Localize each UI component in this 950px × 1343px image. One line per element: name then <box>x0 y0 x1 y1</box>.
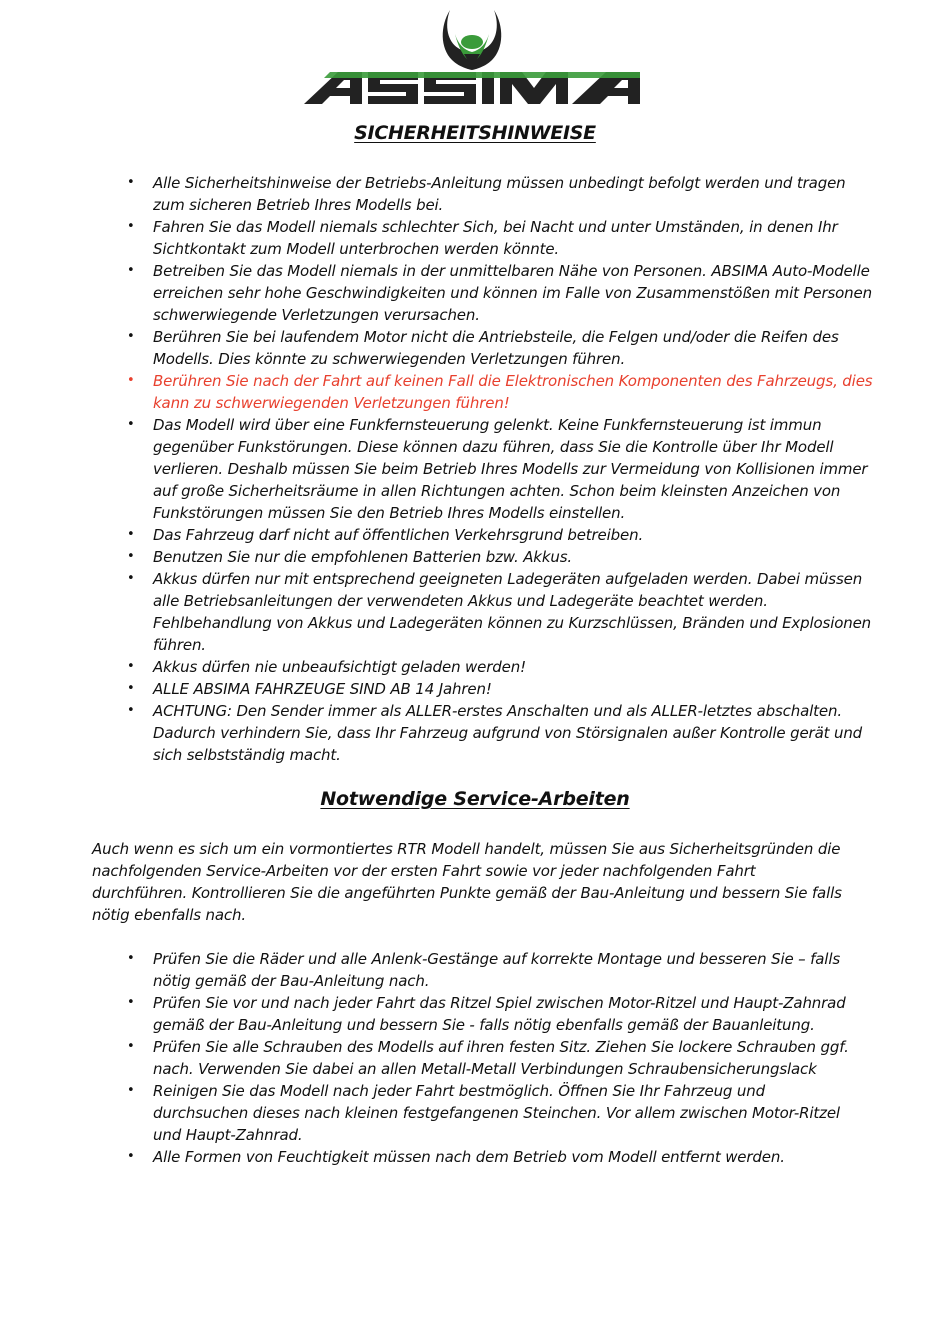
list-item <box>127 546 873 568</box>
safety-heading: SICHERHEITSHINWEISE <box>354 122 596 144</box>
bullet-icon: • <box>127 219 135 234</box>
bullet-icon: • <box>127 263 135 278</box>
bullet-icon: • <box>127 527 135 542</box>
bullet-icon: • <box>127 1039 135 1054</box>
list-item <box>127 948 853 992</box>
bullet-icon: • <box>127 1083 135 1098</box>
list-item <box>127 1036 853 1080</box>
bullet-icon: • <box>127 417 135 432</box>
bullet-icon: • <box>127 571 135 586</box>
bullet-icon: • <box>127 1149 135 1164</box>
logo-creature-icon <box>443 10 502 70</box>
list-item-text: Benutzen Sie nur die empfohlenen Batterien bzw. Akkus. <box>153 548 573 566</box>
bullet-icon: • <box>127 951 135 966</box>
bullet-icon: • <box>127 681 135 696</box>
bullet-icon: • <box>127 703 135 718</box>
list-item <box>127 678 873 700</box>
list-item <box>127 326 873 370</box>
list-item <box>127 524 873 546</box>
absima-logo <box>300 4 645 108</box>
list-item <box>127 992 853 1036</box>
list-item-text: Fahren Sie das Modell niemals schlechter Sich, bei Nacht und unter Umständen, in denen Ihr Sichtkontakt zum Modell unterbrochen werden könnte. <box>153 218 838 258</box>
list-item-text: Alle Sicherheitshinweise der Betriebs-Anleitung müssen unbedingt befolgt werden und tragen zum sicheren Betrieb Ihres Modells bei. <box>153 174 846 214</box>
list-item-text: Berühren Sie bei laufendem Motor nicht die Antriebsteile, die Felgen und/oder die Reifen des Modells. Dies könnte zu schwerwiegenden Verletzungen führen. <box>153 328 839 368</box>
list-item-text: Das Modell wird über eine Funkfernsteuerung gelenkt. Keine Funkfernsteuerung ist immun gegenüber Funkstörungen. Diese können dazu führen, dass Sie die Kontrolle über Ihr Modell verlieren. Deshalb müssen Sie beim Betrieb Ihres Modells zur Vermeidung von Kollisionen immer auf große Sicherheitsräume in allen Richtungen achten. Schon beim kleinsten Anzeichen von Funkstörungen müssen Sie den Betrieb Ihres Modells einstellen. <box>153 416 868 522</box>
list-item <box>127 216 873 260</box>
list-item-text: Prüfen Sie alle Schrauben des Modells auf ihren festen Sitz. Ziehen Sie lockere Schrauben ggf. nach. Verwenden Sie dabei an allen Metall-Metall Verbindungen Schraubensicherungslack <box>153 1038 849 1078</box>
service-list <box>127 948 853 1168</box>
list-item-text: Prüfen Sie vor und nach jeder Fahrt das Ritzel Spiel zwischen Motor-Ritzel und Haupt-Zahnrad gemäß der Bau-Anleitung und bessern Sie - falls nötig ebenfalls gemäß der Bauanleitung. <box>153 994 846 1034</box>
bullet-icon: • <box>127 175 135 190</box>
list-item-text: Betreiben Sie das Modell niemals in der unmittelbaren Nähe von Personen. ABSIMA Auto-Modelle erreichen sehr hohe Geschwindigkeiten und können im Falle von Zusammenstößen mit Personen schwerwiegende Verletzungen verursachen. <box>153 262 872 324</box>
list-item-text: ALLE ABSIMA FAHRZEUGE SIND AB 14 Jahren! <box>153 680 492 698</box>
list-item-text: Alle Formen von Feuchtigkeit müssen nach dem Betrieb vom Modell entfernt werden. <box>153 1148 785 1166</box>
list-item <box>127 568 873 656</box>
list-item-text: Das Fahrzeug darf nicht auf öffentlichen Verkehrsgrund betreiben. <box>153 526 644 544</box>
list-item <box>127 260 873 326</box>
bullet-icon: • <box>127 659 135 674</box>
list-item-text: ACHTUNG: Den Sender immer als ALLER-erstes Anschalten und als ALLER-letztes abschalten. Dadurch verhindern Sie, dass Ihr Fahrzeug aufgrund von Störsignalen außer Kontrolle gerät und sich selbstständig macht. <box>153 702 863 764</box>
list-item <box>127 1080 853 1146</box>
list-item <box>127 1146 853 1168</box>
list-item-text: Akkus dürfen nie unbeaufsichtigt geladen werden! <box>153 658 526 676</box>
service-heading: Notwendige Service-Arbeiten <box>320 788 630 810</box>
list-item <box>127 172 873 216</box>
bullet-icon: • <box>127 995 135 1010</box>
list-item <box>127 414 873 524</box>
list-item-text: Prüfen Sie die Räder und alle Anlenk-Gestänge auf korrekte Montage und besseren Sie – falls nötig gemäß der Bau-Anleitung nach. <box>153 950 840 990</box>
bullet-icon: • <box>127 549 135 564</box>
safety-list <box>127 172 873 766</box>
bullet-icon: • <box>127 373 135 388</box>
list-item <box>127 700 873 766</box>
service-intro: Auch wenn es sich um ein vormontiertes RTR Modell handelt, müssen Sie aus Sicherheitsgründen die nachfolgenden Service-Arbeiten vor der ersten Fahrt sowie vor jeder nachfolgenden Fahrt durchführen. Kontrollieren Sie die angeführten Punkte gemäß der Bau-Anleitung und bessern Sie falls nötig ebenfalls nach. <box>92 840 842 924</box>
logo-wordmark <box>304 72 640 104</box>
list-item-text: Berühren Sie nach der Fahrt auf keinen Fall die Elektronischen Komponenten des Fahrzeugs, dies kann zu schwerwiegenden Verletzungen führen! <box>153 372 873 412</box>
list-item-text: Akkus dürfen nur mit entsprechend geeigneten Ladegeräten aufgeladen werden. Dabei müssen alle Betriebsanleitungen der verwendeten Akkus und Ladegeräte beachtet werden. Fehlbehandlung von Akkus und Ladegeräten können zu Kurzschlüssen, Bränden und Explosionen führen. <box>153 570 872 654</box>
warning-list-item <box>127 370 873 414</box>
list-item-text: Reinigen Sie das Modell nach jeder Fahrt bestmöglich. Öffnen Sie Ihr Fahrzeug und durchsuchen dieses nach kleinen festgefangenen Steinchen. Vor allem zwischen Motor-Ritzel und Haupt-Zahnrad. <box>153 1082 840 1144</box>
bullet-icon: • <box>127 329 135 344</box>
list-item <box>127 656 873 678</box>
